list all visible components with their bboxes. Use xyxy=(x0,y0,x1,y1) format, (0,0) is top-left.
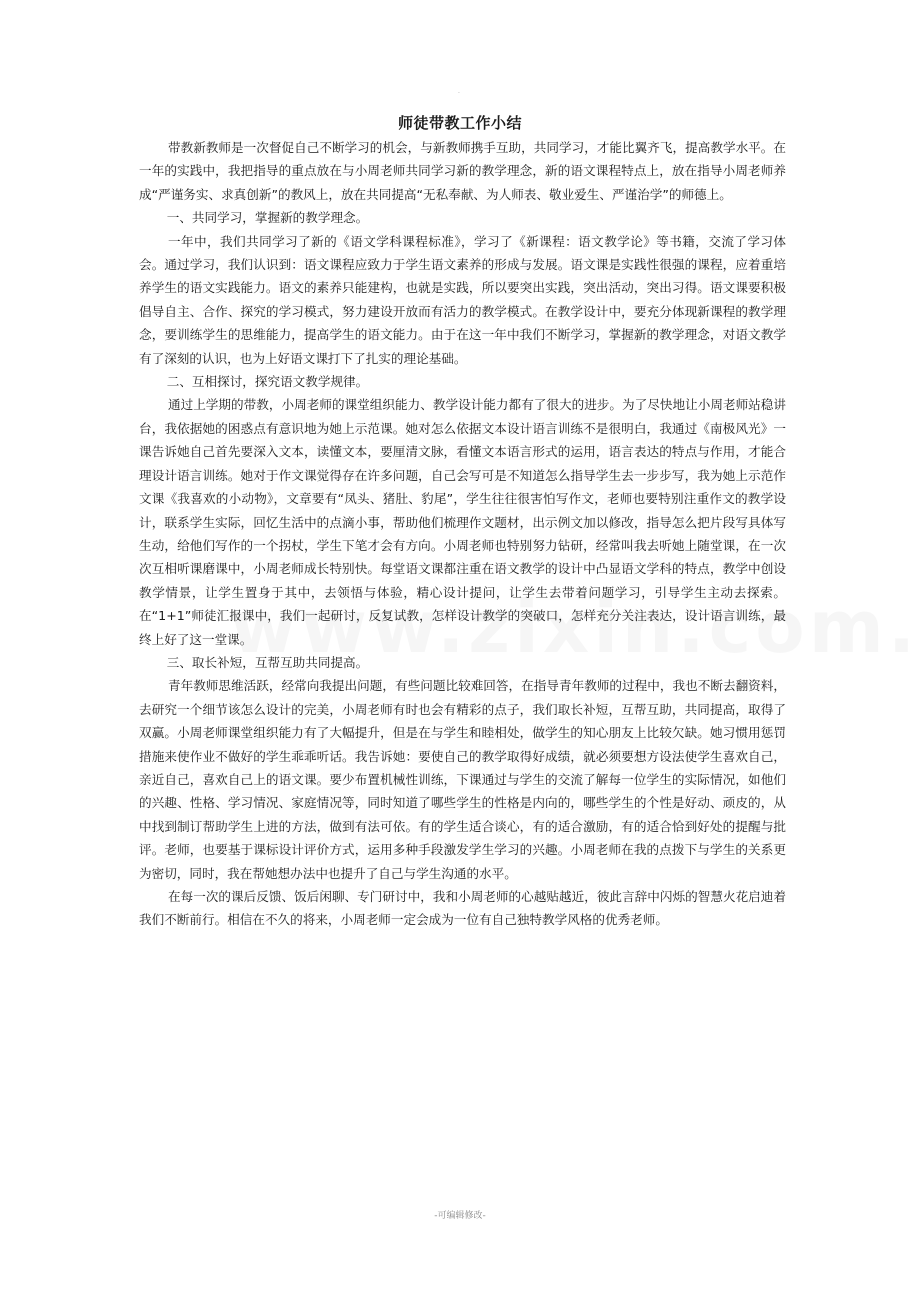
document-body xyxy=(139,136,786,932)
section-heading-1: 一、共同学习，掌握新的教学理念。 xyxy=(166,210,369,226)
paragraph-conclusion: 在每一次的课后反馈、饭后闲聊、专门研讨中，我和小周老师的心越贴越近，彼此言辞中闪烁的智慧火花启迪着我们不断前行。相信在不久的将来，小周老师一定会成为一位有自己独特教学风格的优秀老师。 xyxy=(139,889,786,928)
paragraph-section-1: 一年中，我们共同学习了新的《语文学科课程标准》，学习了《新课程：语文教学论》等书籍，交流了学习体会。通过学习，我们认识到：语文课程应致力于学生语文素养的形成与发展。语文课是实践性很强的课程，应着重培养学生的语文实践能力。语文的素养只能建构，也就是实践，所以要突出实践，突出活动，突出习得。语文课要积极倡导自主、合作、探究的学习模式，努力建设开放而有活力的教学模式。在教学设计中，要充分体现新课程的教学理念，要训练学生的思维能力，提高学生的语文能力。由于在这一年中我们不断学习，掌握新的教学理念，对语文教学有了深刻的认识，也为上好语文课打下了扎实的理论基础。 xyxy=(139,233,786,366)
paragraph-intro: 带教新教师是一次督促自己不断学习的机会，与新教师携手互助，共同学习，才能比翼齐飞，提高教学水平。在一年的实践中，我把指导的重点放在与小周老师共同学习新的教学理念，新的语文课程特点上，放在指导小周老师养成“严谨务实、求真创新”的教风上，放在共同提高“无私奉献、为人师表、敬业爱生、严谨治学”的师德上。 xyxy=(139,140,786,202)
document-title: 师徒带教工作小结 xyxy=(397,114,522,132)
page-footer: -可编辑修改- xyxy=(434,1211,486,1221)
section-heading-3: 三、取长补短，互帮互助共同提高。 xyxy=(166,654,369,670)
section-heading-2: 二、互相探讨，探究语文教学规律。 xyxy=(166,374,369,390)
paragraph-section-2: 通过上学期的带教，小周老师的课堂组织能力、教学设计能力都有了很大的进步。为了尽快地让小周老师站稳讲台，我依据她的困惑点有意识地为她上示范课。她对怎么依据文本设计语言训练不是很明白，我通过《南极风光》一课告诉她自己首先要深入文本，读懂文本，要厘清文脉，看懂文本语言形式的运用，语言表达的特点与作用，才能合理设计语言训练。她对于作文课觉得存在许多问题，自己会写可是不知道怎么指导学生去一步步写，我为她上示范作文课《我喜欢的小动物》，文章要有“凤头、猪肚、豹尾”，学生往往很害怕写作文，老师也要特别注重作文的教学设计，联系学生实际，回忆生活中的点滴小事，帮助他们梳理作文题材，出示例文加以修改，指导怎么把片段写具体写生动，给他们写作的一个拐杖，学生下笔才会有方向。小周老师也特别努力钻研，经常叫我去听她上随堂课，在一次次互相听课磨课中，小周老师成长特别快。每堂语文课都注重在语文教学的设计中凸显语文学科的特点，教学中创设教学情景，让学生置身于其中，去领悟与体验，精心设计提问，让学生去带着问题学习，引导学生主动去探索。在“1+1”师徒汇报课中，我们一起研讨，反复试教，怎样设计教学的突破口，怎样充分关注表达，设计语言训练，最终上好了这一堂课。 xyxy=(139,397,786,647)
paragraph-section-3: 青年教师思维活跃，经常向我提出问题，有些问题比较难回答，在指导青年教师的过程中，我也不断去翻资料，去研究一个细节该怎么设计的完美，小周老师有时也会有精彩的点子，我们取长补短，互帮互助，共同提高，取得了双赢。小周老师课堂组织能力有了大幅提升，但是在与学生和睦相处，做学生的知心朋友上比较欠缺。她习惯用惩罚措施来使作业不做好的学生乖乖听话。我告诉她：要使自己的教学取得好成绩，就必须要想方设法使学生喜欢自己，亲近自己，喜欢自己上的语文课。要少布置机械性训练，下课通过与学生的交流了解每一位学生的实际情况，如他们的兴趣、性格、学习情况、家庭情况等，同时知道了哪些学生的性格是内向的，哪些学生的个性是好动、顽皮的，从中找到制订帮助学生上进的方法，做到有法可依。有的学生适合谈心，有的适合激励，有的适合恰到好处的提醒与批评。老师，也要基于课标设计评价方式，运用多种手段激发学生学习的兴趣。小周老师在我的点拨下与学生的关系更为密切，同时，我在帮她想办法中也提升了自己与学生沟通的水平。 xyxy=(139,678,786,881)
top-mark: . xyxy=(458,88,460,95)
